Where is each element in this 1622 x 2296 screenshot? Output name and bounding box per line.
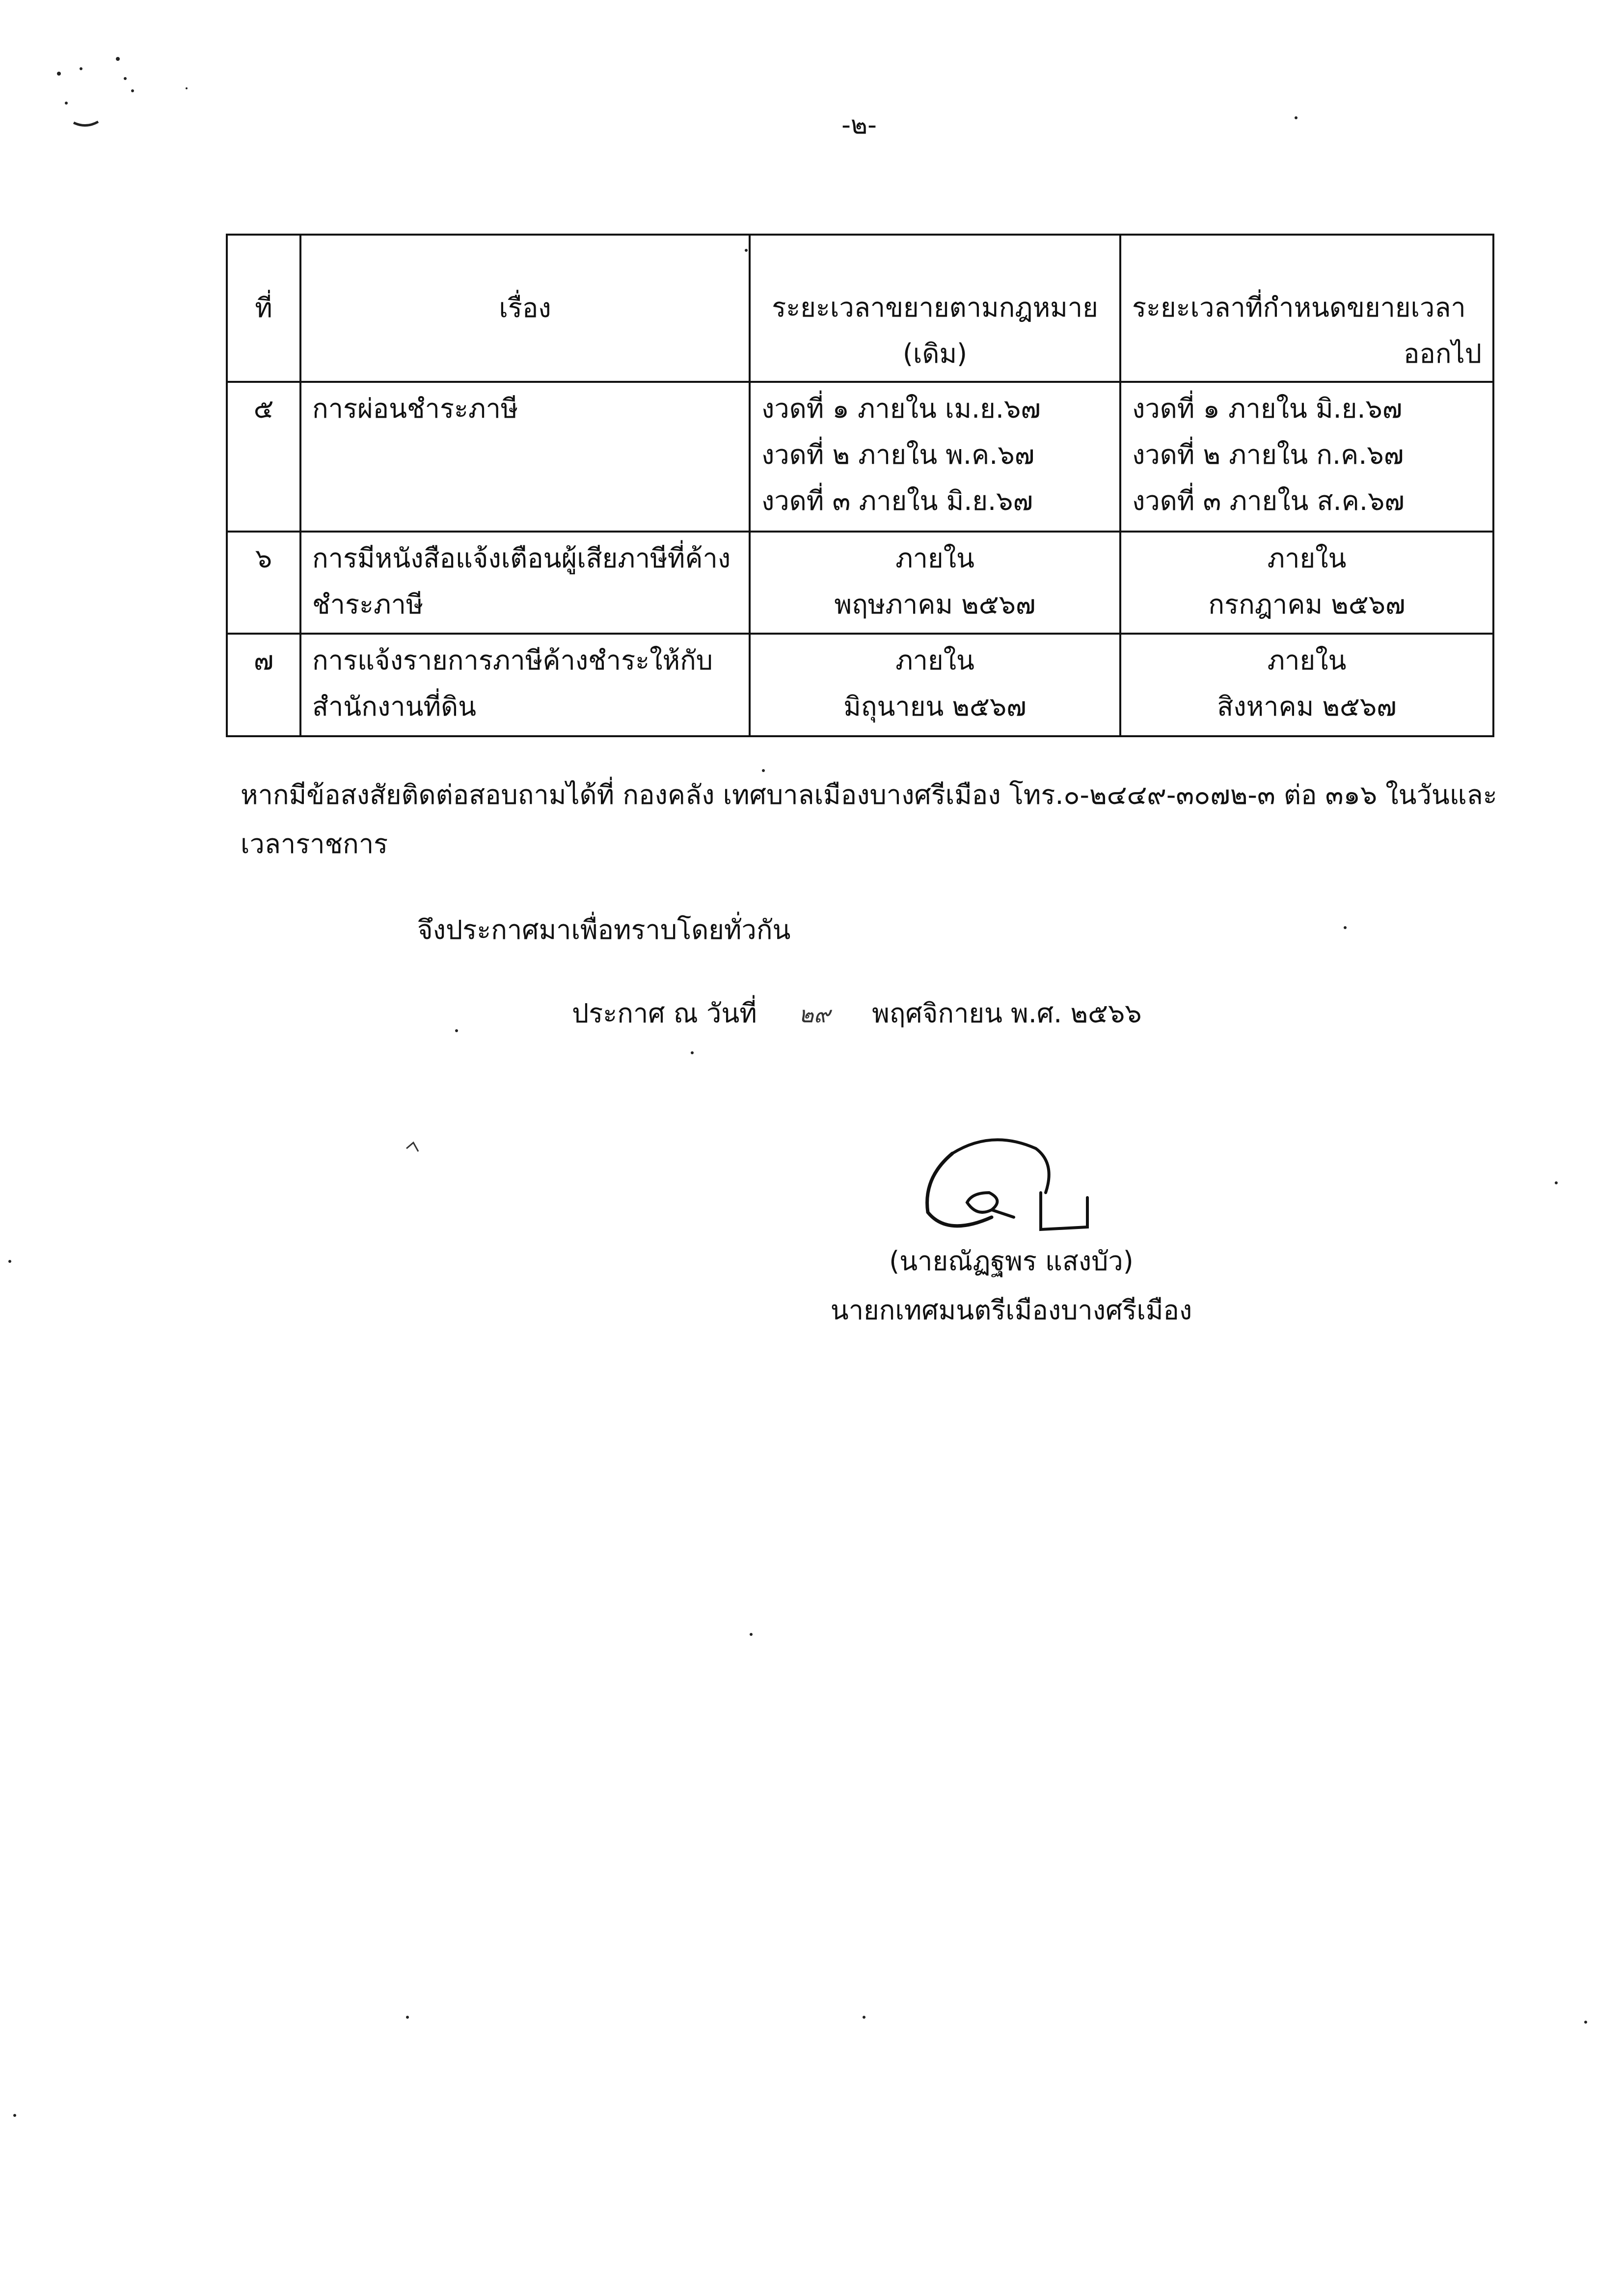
row-no: ๖: [227, 532, 300, 634]
header-extended-period-line-2: ออกไป: [1404, 338, 1482, 369]
period-line: ภายใน: [1267, 645, 1347, 676]
closing-statement: จึงประกาศมาเพื่อทราบโดยทั่วกัน: [417, 914, 791, 945]
row-topic-text: การแจ้งรายการภาษีค้างชำระให้กับสำนักงานที่ดิน: [312, 645, 713, 722]
announcement-suffix: พฤศจิกายน พ.ศ. ๒๕๖๖: [872, 998, 1142, 1029]
installment-line: งวดที่ ๑ ภายใน มิ.ย.๖๗: [1132, 393, 1403, 424]
header-legal-period-line-2: (เดิม): [902, 338, 968, 369]
row-topic: [300, 634, 750, 736]
installment-line: งวดที่ ๒ ภายใน ก.ค.๖๗: [1132, 439, 1404, 470]
signer-title: นายกเทศมนตรีเมืองบางศรีเมือง: [830, 1295, 1192, 1326]
row-legal-period: [750, 532, 1120, 634]
row-extended-period: [1120, 382, 1493, 532]
row-topic: การผ่อนชำระภาษี: [300, 382, 750, 532]
installment-line: งวดที่ ๓ ภายใน ส.ค.๖๗: [1132, 485, 1405, 516]
row-legal-period: [750, 634, 1120, 736]
row-topic: [300, 532, 750, 634]
period-line: ภายใน: [895, 542, 974, 574]
period-line: พฤษภาคม ๒๕๖๗: [834, 588, 1036, 620]
signature-image: [893, 1119, 1100, 1247]
row-extended-period: [1120, 634, 1493, 736]
row-no: ๗: [227, 634, 300, 736]
installment-line: งวดที่ ๓ ภายใน มิ.ย.๖๗: [761, 485, 1033, 516]
row-legal-period: [750, 382, 1120, 532]
contact-paragraph: หากมีข้อสงสัยติดต่อสอบถามได้ที่ กองคลัง เทศบาลเมืองบางศรีเมือง โทร.๐-๒๔๔๙-๓๐๗๒-๓ ต่อ ๓๑๖ ในวันและเวลาราชการ: [241, 779, 1497, 859]
period-line: ภายใน: [1267, 542, 1347, 574]
period-line: ภายใน: [895, 645, 974, 676]
header-extended-period: [1120, 235, 1493, 382]
header-legal-period: [750, 235, 1120, 382]
header-extended-period-line-1: ระยะเวลาที่กำหนดขยายเวลา: [1132, 292, 1466, 323]
period-line: สิงหาคม ๒๕๖๗: [1217, 691, 1397, 722]
header-topic: เรื่อง: [300, 235, 750, 382]
signer-name: (นายณัฏฐพร แสงบัว): [889, 1246, 1134, 1277]
row-no: ๕: [227, 382, 300, 532]
row-extended-period: [1120, 532, 1493, 634]
header-legal-period-line-1: ระยะเวลาขยายตามกฎหมาย: [772, 292, 1098, 323]
announcement-prefix: ประกาศ ณ วันที่: [572, 998, 757, 1029]
period-line: กรกฎาคม ๒๕๖๗: [1208, 588, 1406, 620]
installment-line: งวดที่ ๒ ภายใน พ.ค.๖๗: [761, 439, 1035, 470]
table-row: [227, 532, 1493, 634]
period-line: มิถุนายน ๒๕๖๗: [843, 691, 1027, 722]
row-topic-text: การมีหนังสือแจ้งเตือนผู้เสียภาษีที่ค้างชำระภาษี: [312, 542, 731, 620]
page-number: -๒-: [841, 110, 877, 140]
table-row: [227, 634, 1493, 736]
table-row: [227, 382, 1493, 532]
handwritten-day: ๒๙: [799, 1001, 831, 1028]
header-no: ที่: [227, 235, 300, 382]
installment-line: งวดที่ ๑ ภายใน เม.ย.๖๗: [761, 393, 1041, 424]
table-header-row: [227, 235, 1493, 382]
extension-table: [226, 234, 1494, 737]
announcement-date: [572, 994, 1142, 1034]
